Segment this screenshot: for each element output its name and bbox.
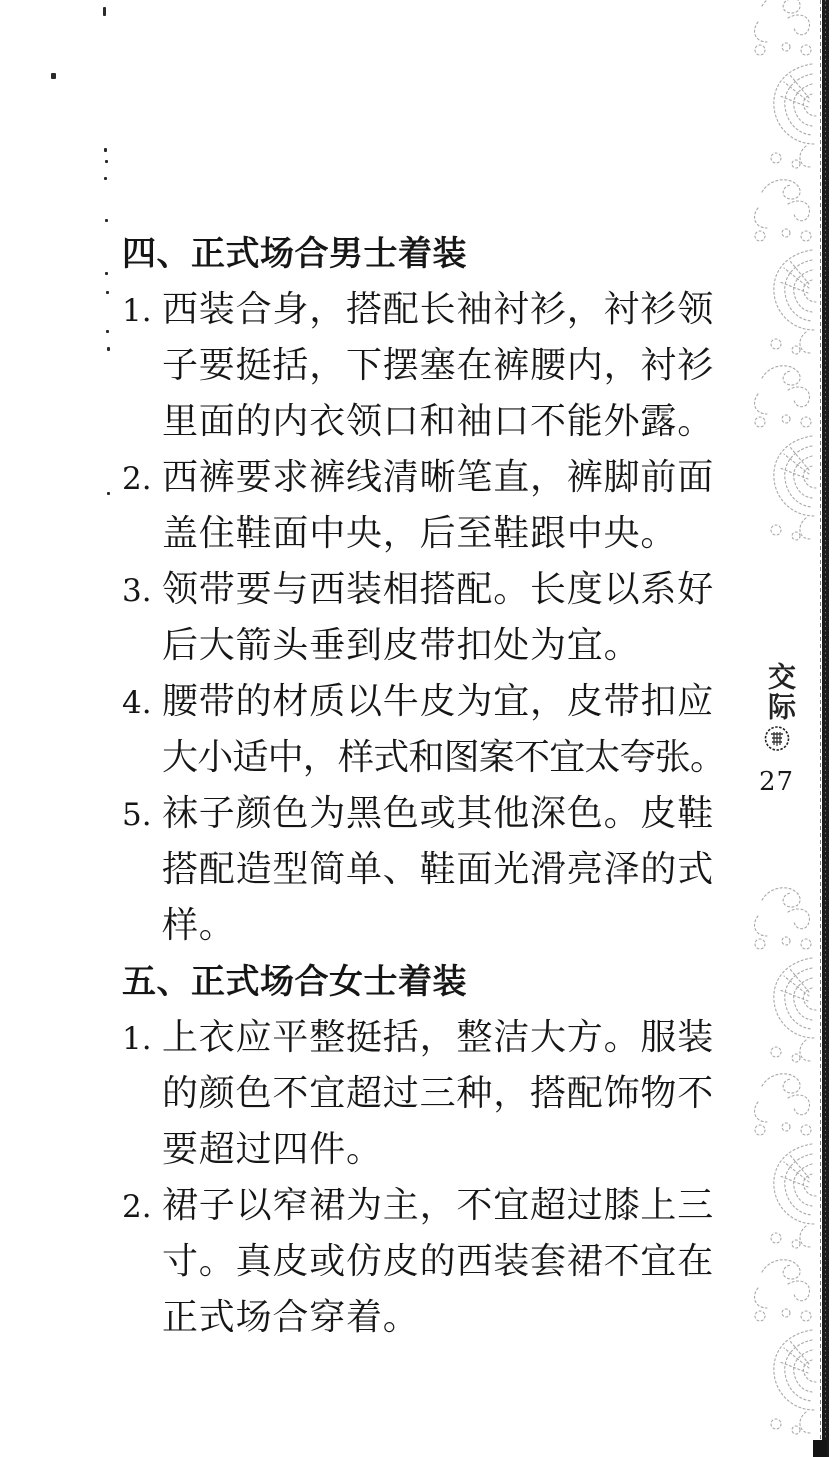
item-continuation-line: 样。 <box>162 905 236 946</box>
decorative-border <box>740 0 832 1457</box>
item-text: 腰带的材质以牛皮为宜，皮带扣应 <box>162 681 715 722</box>
list-item-line <box>122 282 762 338</box>
item-number: 4. <box>122 685 152 721</box>
list-item-line <box>122 674 762 730</box>
section-heading-mens-attire: 四、正式场合男士着装 <box>122 234 467 274</box>
item-number: 1. <box>122 293 152 329</box>
item-text: 袜子颜色为黑色或其他深色。皮鞋 <box>162 793 715 834</box>
list-item-line <box>122 450 762 506</box>
item-continuation-line: 要超过四件。 <box>162 1129 383 1170</box>
list-item-line <box>122 562 762 618</box>
page-number: 27 <box>759 767 795 797</box>
list-item-line <box>122 1010 762 1066</box>
item-continuation-line: 后大箭头垂到皮带扣处为宜。 <box>162 625 641 666</box>
item-number: 3. <box>122 573 152 609</box>
text-block <box>122 226 762 1346</box>
item-number: 5. <box>122 797 152 833</box>
item-continuation-line: 寸。真皮或仿皮的西装套裙不宜在 <box>162 1241 715 1282</box>
item-continuation-line: 正式场合穿着。 <box>162 1297 420 1338</box>
item-number: 2. <box>122 1189 152 1225</box>
item-text: 上衣应平整挺括，整洁大方。服装 <box>162 1017 715 1058</box>
list-item-line <box>122 1178 762 1234</box>
section-heading-womens-attire: 五、正式场合女士着装 <box>122 962 467 1002</box>
item-number: 2. <box>122 461 152 497</box>
item-text: 西裤要求裤线清晰笔直，裤脚前面 <box>162 457 715 498</box>
item-continuation-line: 大小适中，样式和图案不宜太夸张。 <box>162 737 726 778</box>
item-continuation-line: 盖住鞋面中央，后至鞋跟中央。 <box>162 513 678 554</box>
item-text: 西装合身，搭配长袖衬衫，衬衫领 <box>162 289 715 330</box>
item-text: 领带要与西装相搭配。长度以系好 <box>162 569 715 610</box>
item-number: 1. <box>122 1021 152 1057</box>
list-item-line <box>122 786 762 842</box>
item-continuation-line: 的颜色不宜超过三种，搭配饰物不 <box>162 1073 715 1114</box>
item-continuation-line: 搭配造型简单、鞋面光滑亮泽的式 <box>162 849 715 890</box>
margin-series-label: 交际 <box>764 662 797 722</box>
item-continuation-line: 里面的内衣领口和袖口不能外露。 <box>162 401 715 442</box>
item-continuation-line: 子要挺括，下摆塞在裤腰内，衬衫 <box>162 345 715 386</box>
item-text: 裙子以窄裙为主，不宜超过膝上三 <box>162 1185 715 1226</box>
